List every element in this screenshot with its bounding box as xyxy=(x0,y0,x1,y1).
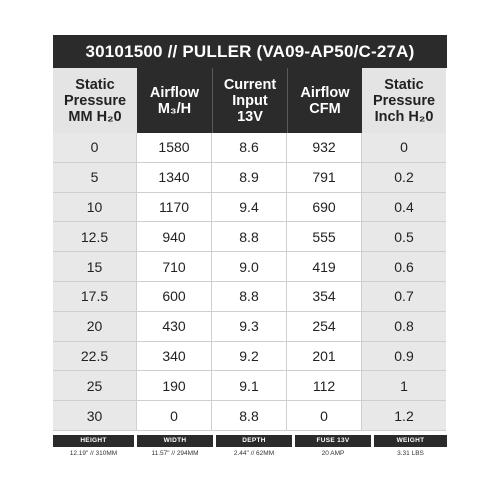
spec-label: DEPTH xyxy=(216,435,292,447)
table-cell: 17.5 xyxy=(53,282,137,312)
table-cell: 340 xyxy=(137,342,212,372)
table-row xyxy=(53,163,447,193)
table-cell: 5 xyxy=(53,163,137,193)
spec-value: 3.31 LBS xyxy=(374,447,447,460)
table-row xyxy=(53,401,447,431)
header-static-pressure-inch xyxy=(362,68,446,133)
spec-sheet xyxy=(53,35,447,460)
table-cell: 1.2 xyxy=(362,401,446,431)
table-cell: 940 xyxy=(137,222,212,252)
title-bar xyxy=(53,35,447,68)
header-line: Input xyxy=(232,92,268,109)
header-line: CFM xyxy=(309,100,341,117)
table-cell: 0.4 xyxy=(362,193,446,223)
header-line: Airflow xyxy=(300,84,350,101)
table-cell: 8.9 xyxy=(212,163,287,193)
header-airflow-cfm xyxy=(287,68,362,133)
spec-value: 11.57" // 294MM xyxy=(137,447,213,460)
table-cell: 12.5 xyxy=(53,222,137,252)
header-line: Current xyxy=(223,76,277,93)
table-cell: 15 xyxy=(53,252,137,282)
table-cell: 0.9 xyxy=(362,342,446,372)
table-cell: 0.5 xyxy=(362,222,446,252)
table-cell: 8.6 xyxy=(212,133,287,163)
spec-value: 2.44" // 62MM xyxy=(216,447,292,460)
table-cell: 0 xyxy=(53,133,137,163)
table-cell: 9.3 xyxy=(212,312,287,342)
table-cell: 9.4 xyxy=(212,193,287,223)
header-airflow-m3h xyxy=(137,68,212,133)
table-cell: 0 xyxy=(137,401,212,431)
spec-value: 20 AMP xyxy=(295,447,371,460)
table-cell: 9.1 xyxy=(212,371,287,401)
table-cell: 254 xyxy=(287,312,362,342)
spec-weight xyxy=(374,435,447,460)
performance-table xyxy=(53,133,447,431)
header-static-pressure-mm xyxy=(53,68,137,133)
spec-value: 12.19" // 310MM xyxy=(53,447,134,460)
table-cell: 1 xyxy=(362,371,446,401)
table-cell: 0.8 xyxy=(362,312,446,342)
table-row xyxy=(53,282,447,312)
header-line: Static xyxy=(75,76,115,93)
table-cell: 710 xyxy=(137,252,212,282)
table-row xyxy=(53,371,447,401)
table-cell: 0.2 xyxy=(362,163,446,193)
table-row xyxy=(53,252,447,282)
spec-depth xyxy=(216,435,292,460)
table-row xyxy=(53,222,447,252)
table-cell: 9.2 xyxy=(212,342,287,372)
header-line: Inch H₂0 xyxy=(374,108,434,125)
table-cell: 0.6 xyxy=(362,252,446,282)
spec-fuse-13v xyxy=(295,435,371,460)
table-cell: 1340 xyxy=(137,163,212,193)
table-cell: 30 xyxy=(53,401,137,431)
table-cell: 791 xyxy=(287,163,362,193)
table-cell: 932 xyxy=(287,133,362,163)
table-cell: 1580 xyxy=(137,133,212,163)
table-row xyxy=(53,193,447,223)
spec-label: WIDTH xyxy=(137,435,213,447)
table-row xyxy=(53,133,447,163)
table-cell: 20 xyxy=(53,312,137,342)
header-line: Airflow xyxy=(149,84,200,101)
table-cell: 25 xyxy=(53,371,137,401)
table-cell: 600 xyxy=(137,282,212,312)
spec-label: FUSE 13V xyxy=(295,435,371,447)
table-cell: 555 xyxy=(287,222,362,252)
spec-label: HEIGHT xyxy=(53,435,134,447)
header-line: MM H₂0 xyxy=(68,108,122,125)
header-line: 13V xyxy=(237,108,263,125)
table-cell: 8.8 xyxy=(212,222,287,252)
spec-label: WEIGHT xyxy=(374,435,447,447)
header-line: Static xyxy=(384,76,424,93)
header-line: Pressure xyxy=(372,92,436,109)
table-cell: 430 xyxy=(137,312,212,342)
product-title: 30101500 // PULLER (VA09-AP50/C-27A) xyxy=(85,41,415,61)
table-cell: 690 xyxy=(287,193,362,223)
table-row xyxy=(53,312,447,342)
table-cell: 190 xyxy=(137,371,212,401)
spec-strip xyxy=(53,435,447,460)
header-line: M₃/H xyxy=(157,100,192,117)
table-cell: 10 xyxy=(53,193,137,223)
header-line: Pressure xyxy=(63,92,127,109)
table-header xyxy=(53,68,447,133)
table-cell: 0.7 xyxy=(362,282,446,312)
table-cell: 1170 xyxy=(137,193,212,223)
table-cell: 8.8 xyxy=(212,282,287,312)
table-cell: 201 xyxy=(287,342,362,372)
table-cell: 8.8 xyxy=(212,401,287,431)
spec-width xyxy=(137,435,213,460)
table-cell: 0 xyxy=(362,133,446,163)
table-cell: 419 xyxy=(287,252,362,282)
table-cell: 22.5 xyxy=(53,342,137,372)
table-row xyxy=(53,342,447,372)
table-cell: 0 xyxy=(287,401,362,431)
header-current-input xyxy=(212,68,287,133)
table-cell: 112 xyxy=(287,371,362,401)
spec-height xyxy=(53,435,134,460)
table-cell: 354 xyxy=(287,282,362,312)
table-cell: 9.0 xyxy=(212,252,287,282)
